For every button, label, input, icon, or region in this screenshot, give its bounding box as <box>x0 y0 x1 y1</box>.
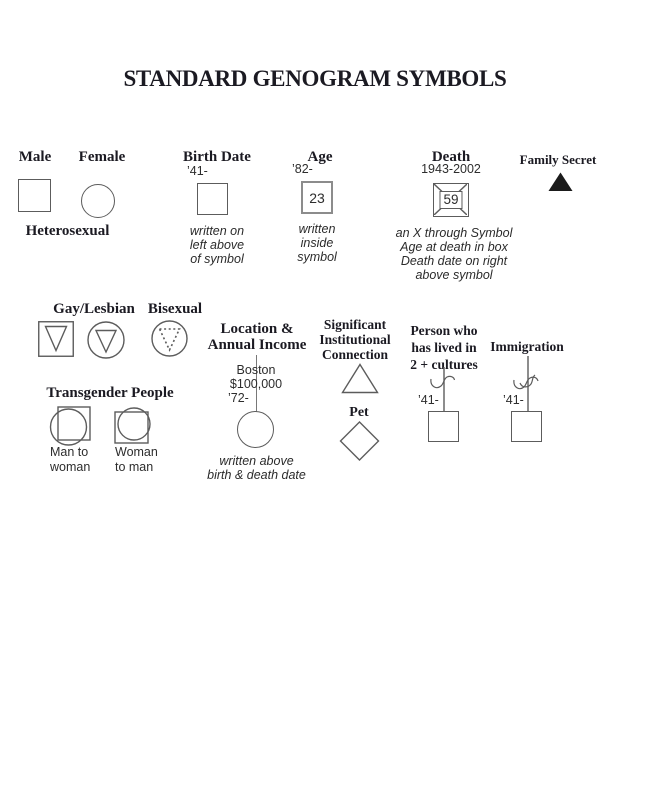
age-label: Age <box>307 149 333 165</box>
location-circle-icon <box>237 411 274 448</box>
birth-date-note <box>167 224 267 266</box>
note-line: inside <box>300 236 334 250</box>
label-line: Connection <box>321 347 388 362</box>
note-line: Age at death in box <box>400 240 508 254</box>
caption-line: to man <box>115 460 154 474</box>
note-line: left above <box>189 238 245 252</box>
label-line: Location & <box>220 321 294 337</box>
immigration-example: ’41- <box>503 393 524 407</box>
label-line: Person who <box>410 323 478 338</box>
death-label: Death <box>431 149 471 165</box>
male-square-icon <box>18 179 51 212</box>
location-year-text: ’72- <box>228 391 249 405</box>
label-line: Significant <box>323 317 387 332</box>
birth-date-square-icon <box>197 183 228 215</box>
death-dates: 1943-2002 <box>421 162 481 176</box>
woman-to-man-symbol-icon <box>113 406 153 446</box>
bisexual-circle-dotted-triangle-icon <box>151 320 188 357</box>
man-to-woman-symbol-icon <box>49 406 93 448</box>
label-line: Annual Income <box>207 337 307 353</box>
age-note <box>267 222 367 264</box>
caption-line: Woman <box>115 445 158 459</box>
location-note <box>186 454 327 482</box>
note-line: Death date on right <box>400 254 508 268</box>
death-note <box>383 226 525 282</box>
note-line: birth & death date <box>207 468 306 482</box>
caption-line: Man to <box>50 445 89 459</box>
female-label: Female <box>78 149 126 165</box>
birth-date-label: Birth Date <box>183 149 251 165</box>
note-line: written above <box>219 454 294 468</box>
family-secret-triangle-icon <box>548 172 573 192</box>
age-value: 23 <box>309 189 325 206</box>
note-line: of symbol <box>190 252 244 266</box>
label-line: Institutional <box>319 332 391 347</box>
two-cultures-square-icon <box>428 411 459 442</box>
caption-line: woman <box>50 460 91 474</box>
location-income-text: $100,000 <box>229 377 283 391</box>
immigration-label: Immigration <box>490 339 564 354</box>
note-line: written <box>298 222 336 236</box>
page-title: STANDARD GENOGRAM SYMBOLS <box>123 66 507 91</box>
label-line: 2 + cultures <box>410 357 478 372</box>
note-line: above symbol <box>415 268 493 282</box>
pet-label: Pet <box>349 405 369 420</box>
pet-diamond-icon <box>339 421 380 461</box>
family-secret-label: Family Secret <box>519 152 597 167</box>
gay-male-square-triangle-icon <box>38 321 74 357</box>
death-age-box: 59 <box>439 191 462 209</box>
woman-to-man-caption <box>115 445 158 475</box>
age-example: ’82- <box>292 162 313 176</box>
birth-date-example: ’41- <box>187 164 208 178</box>
man-to-woman-caption <box>50 445 90 475</box>
lesbian-circle-triangle-icon <box>87 321 125 359</box>
bisexual-label: Bisexual <box>147 301 203 317</box>
note-line: symbol <box>297 250 337 264</box>
male-label: Male <box>18 149 52 165</box>
location-city-text: Boston <box>236 363 276 377</box>
transgender-label: Transgender People <box>46 385 174 401</box>
note-line: an X through Symbol <box>395 226 513 240</box>
two-cultures-example: ’41- <box>418 393 439 407</box>
institutional-triangle-icon <box>341 363 379 394</box>
label-line: has lived in <box>411 340 477 355</box>
age-square-icon <box>301 181 333 214</box>
gay-lesbian-label: Gay/Lesbian <box>53 301 135 317</box>
death-square-x-icon <box>433 183 469 217</box>
note-line: written on <box>189 224 245 238</box>
female-circle-icon <box>81 184 115 218</box>
heterosexual-label: Heterosexual <box>25 223 110 239</box>
immigration-square-icon <box>511 411 542 442</box>
